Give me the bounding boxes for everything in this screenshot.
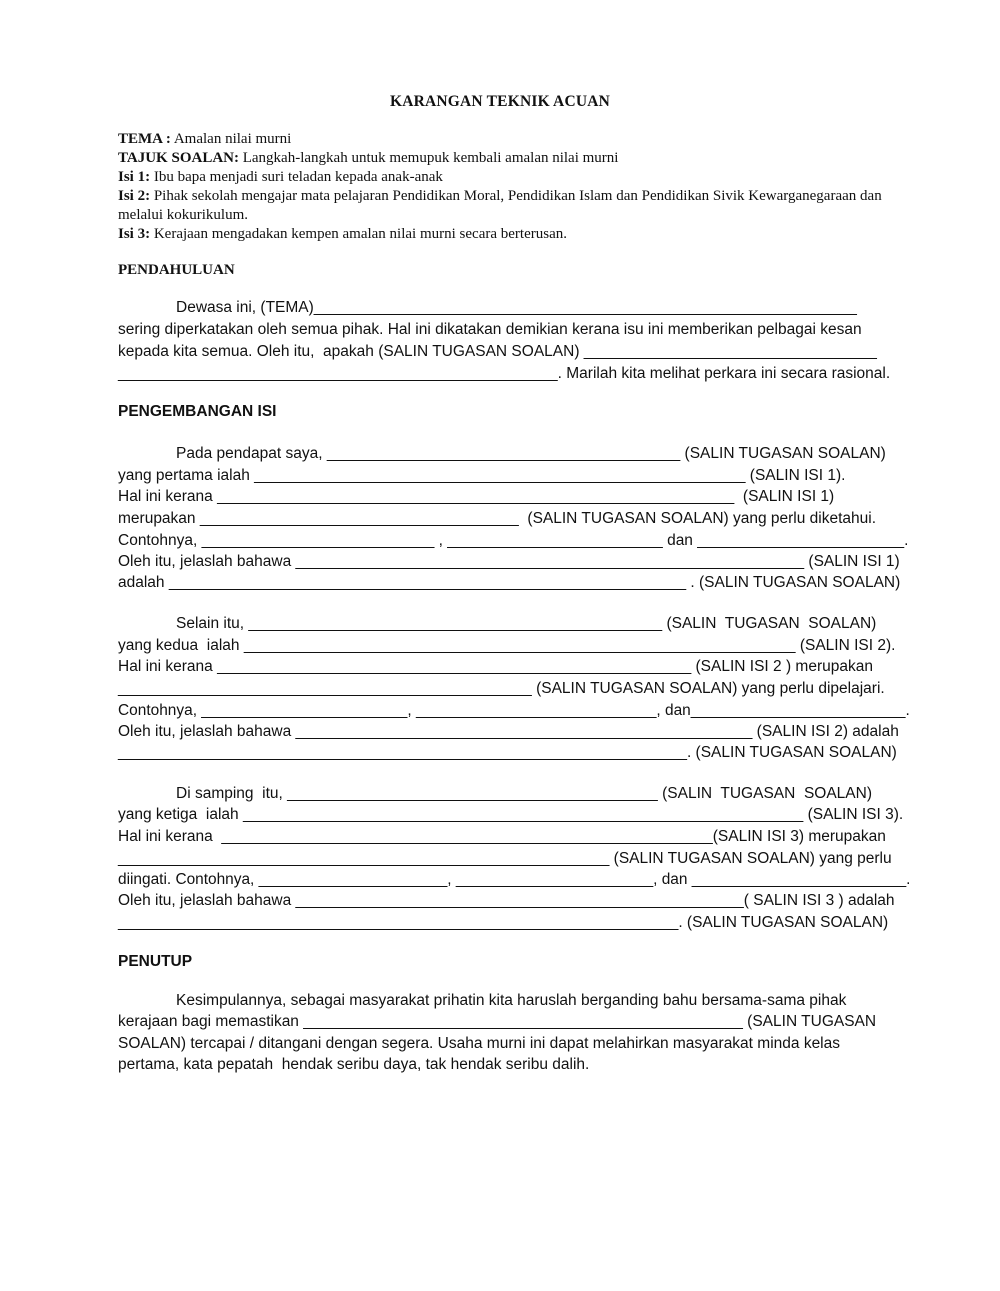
penutup-line: pertama, kata pepatah hendak seribu daya, tak hendak seribu dalih. (118, 1056, 590, 1073)
isi2-line: Selain itu, ________________________________________________ (SALIN TUGASAN SOALAN) (176, 615, 877, 632)
isi1-line: Hal ini kerana ____________________________________________________________ (SALIN ISI 1) (118, 488, 835, 505)
isi3-line: _________________________________________________________________. (SALIN TUGASAN SOALAN) (118, 914, 889, 931)
isi2-line: Oleh itu, jelaslah bahawa _____________________________________________________ (SALIN ISI 2) adalah (118, 723, 899, 740)
isi1-line: adalah ____________________________________________________________ . (SALIN TUGASAN SOALAN) (118, 574, 901, 591)
isi3-value: Kerajaan mengadakan kempen amalan nilai murni secara berterusan. (150, 226, 567, 242)
isi3-line: _________________________________________________________ (SALIN TUGASAN SOALAN) yang perlu (118, 850, 892, 867)
isi2-label: Isi 2: (118, 188, 151, 204)
isi2-value: Pihak sekolah mengajar mata pelajaran Pendidikan Moral, Pendidikan Islam dan Pendidikan Sivik Kewarganegaraan dan melalui kokurikulum. (118, 188, 882, 223)
isi3-line: Oleh itu, jelaslah bahawa ____________________________________________________( SALIN ISI 3 ) adalah (118, 892, 895, 909)
isi2-line: Contohnya, ________________________, ____________________________, dan_________________________. (118, 702, 910, 719)
isi1-line: Oleh itu, jelaslah bahawa ___________________________________________________________ (SALIN ISI 1) (118, 553, 900, 570)
isi3-line: yang ketiga ialah _________________________________________________________________ (SALIN ISI 3). (118, 806, 904, 823)
isi2-line: Hal ini kerana _______________________________________________________ (SALIN ISI 2 ) merupakan (118, 658, 873, 675)
pendahuluan-line: kepada kita semua. Oleh itu, apakah (SALIN TUGASAN SOALAN) __________________________________ (118, 343, 877, 360)
meta-tajuk (118, 149, 918, 168)
isi2-line: yang kedua ialah ________________________________________________________________ (SALIN ISI 2). (118, 637, 896, 654)
isi2-line: __________________________________________________________________. (SALIN TUGASAN SOALAN) (118, 744, 897, 761)
penutup-line: Kesimpulannya, sebagai masyarakat prihatin kita haruslah berganding bahu bersama-sama pihak (176, 992, 847, 1009)
meta-isi-1 (118, 168, 918, 187)
essay-meta (118, 130, 918, 244)
meta-tema (118, 130, 918, 149)
isi2-line: ________________________________________________ (SALIN TUGASAN SOALAN) yang perlu dipelajari. (118, 680, 885, 697)
meta-isi-3 (118, 225, 918, 244)
isi1-line: Contohnya, ___________________________ , _________________________ dan ________________________. (118, 532, 909, 549)
tema-label: TEMA : (118, 131, 171, 147)
meta-isi-2 (118, 187, 918, 225)
isi1-label: Isi 1: (118, 169, 151, 185)
isi1-line: merupakan _____________________________________ (SALIN TUGASAN SOALAN) yang perlu diketahui. (118, 510, 877, 527)
heading-pendahuluan: PENDAHULUAN (118, 262, 235, 278)
pendahuluan-line: sering diperkatakan oleh semua pihak. Hal ini dikatakan demikian kerana isu ini memberikan pelbagai kesan (118, 321, 862, 338)
pendahuluan-line: ___________________________________________________. Marilah kita melihat perkara ini secara rasional. (118, 365, 891, 382)
penutup-line: kerajaan bagi memastikan ___________________________________________________ (SALIN TUGASAN (118, 1013, 877, 1030)
heading-pengembangan-isi: PENGEMBANGAN ISI (118, 403, 277, 420)
isi3-line: diingati. Contohnya, ______________________, _______________________, dan _________________________. (118, 871, 911, 888)
pendahuluan-line: Dewasa ini, (TEMA)_______________________________________________________________ (176, 299, 857, 316)
isi1-line: yang pertama ialah _________________________________________________________ (SALIN ISI 1). (118, 467, 846, 484)
tajuk-value: Langkah-langkah untuk memupuk kembali amalan nilai murni (238, 150, 619, 166)
tajuk-label: TAJUK SOALAN: (118, 150, 239, 166)
page-title: KARANGAN TEKNIK ACUAN (389, 93, 611, 110)
heading-penutup: PENUTUP (118, 953, 193, 970)
isi3-label: Isi 3: (118, 226, 151, 242)
isi1-line: Pada pendapat saya, _________________________________________ (SALIN TUGASAN SOALAN) (176, 445, 886, 462)
penutup-line: SOALAN) tercapai / ditangani dengan segera. Usaha murni ini dapat melahirkan masyarakat minda kelas (118, 1035, 840, 1052)
isi3-line: Di samping itu, ___________________________________________ (SALIN TUGASAN SOALAN) (176, 785, 872, 802)
tema-value: Amalan nilai murni (170, 131, 292, 147)
isi1-value: Ibu bapa menjadi suri teladan kepada anak-anak (150, 169, 443, 185)
isi3-line: Hal ini kerana _________________________________________________________(SALIN ISI 3) merupakan (118, 828, 886, 845)
